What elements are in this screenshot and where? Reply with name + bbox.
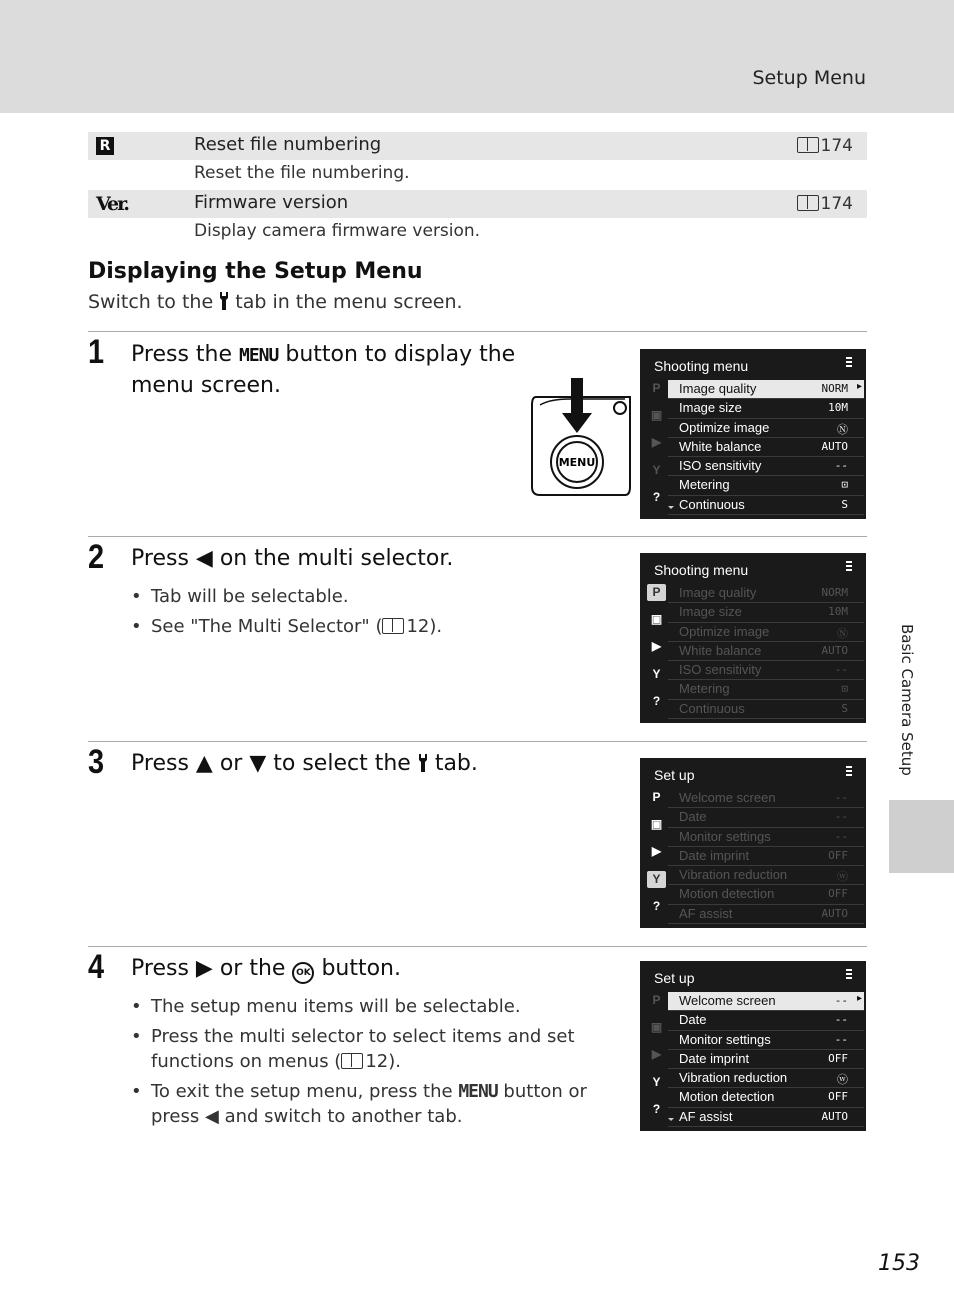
screen-tabs bbox=[647, 789, 666, 924]
side-chapter-label: Basic Camera Setup bbox=[898, 624, 916, 776]
tab-setup-icon: Y bbox=[647, 871, 666, 888]
bullet-item: • See "The Multi Selector" ( 12). bbox=[131, 614, 442, 639]
menu-button-icon: MENU bbox=[458, 1081, 498, 1102]
menu-item: Motion detection OFF bbox=[668, 885, 864, 904]
section-title: Displaying the Setup Menu bbox=[88, 259, 423, 284]
step-text: Press ▲ or ▼ to select the tab. bbox=[131, 751, 478, 776]
step-text: Press ▶ or the OK button. bbox=[131, 954, 401, 984]
bullet-item: • Tab will be selectable. bbox=[131, 584, 442, 609]
firmware-version-icon: Ver. bbox=[96, 193, 128, 215]
menu-item: AF assist AUTO bbox=[668, 905, 864, 924]
menu-item: Date imprint OFF bbox=[668, 1050, 864, 1069]
step-bullets bbox=[131, 584, 442, 644]
book-icon bbox=[382, 618, 404, 634]
menu-item: AF assist AUTO bbox=[668, 1108, 864, 1127]
book-icon bbox=[341, 1053, 363, 1069]
camera-screen-shooting-tabs bbox=[640, 553, 866, 723]
menu-item: ISO sensitivity -- bbox=[668, 661, 864, 680]
right-arrow-icon: ▶ bbox=[195, 956, 213, 981]
tab-playback-icon: ▶ bbox=[651, 435, 662, 449]
tab-movie-icon: ▣ bbox=[650, 408, 663, 422]
divider bbox=[88, 536, 867, 537]
section-subtitle: Switch to the tab in the menu screen. bbox=[88, 291, 463, 313]
scroll-indicator-icon bbox=[846, 766, 852, 778]
tab-setup-icon: Y bbox=[652, 1075, 661, 1089]
divider bbox=[88, 946, 867, 947]
bullet-item: • Press the multi selector to select items and set functions on menus ( 12). bbox=[131, 1024, 621, 1074]
screen-tabs bbox=[647, 380, 666, 515]
menu-item: Continuous S bbox=[668, 700, 864, 719]
menu-item: ISO sensitivity -- bbox=[668, 457, 864, 476]
scroll-down-icon bbox=[668, 1118, 674, 1121]
camera-screen-setup-menu bbox=[640, 961, 866, 1131]
ok-button-icon: OK bbox=[292, 962, 314, 984]
menu-item: Date -- bbox=[668, 808, 864, 827]
tab-shooting-icon: P bbox=[647, 584, 666, 601]
menu-button-icon: MENU bbox=[239, 345, 279, 366]
screen-title: Set up bbox=[654, 970, 695, 986]
menu-item: Motion detection OFF bbox=[668, 1088, 864, 1107]
reset-numbering-icon: R bbox=[96, 135, 114, 155]
divider bbox=[88, 331, 867, 332]
book-icon bbox=[797, 195, 819, 211]
menu-item: White balance AUTO bbox=[668, 642, 864, 661]
scroll-indicator-icon bbox=[846, 969, 852, 981]
bullet-item: • To exit the setup menu, press the MENU button or press ◀ and switch to another tab. bbox=[131, 1079, 621, 1129]
tab-playback-icon: ▶ bbox=[651, 844, 662, 858]
tab-shooting-icon: P bbox=[652, 381, 661, 395]
menu-item: Date imprint OFF bbox=[668, 847, 864, 866]
tab-shooting-icon: P bbox=[652, 993, 661, 1007]
menu-item: Image size 10M bbox=[668, 603, 864, 622]
tab-setup-icon: Y bbox=[652, 463, 661, 477]
wrench-icon bbox=[219, 292, 229, 310]
menu-item: Monitor settings -- bbox=[668, 828, 864, 847]
camera-screen-setup-tab bbox=[640, 758, 866, 928]
tab-playback-icon: ▶ bbox=[651, 639, 662, 653]
screen-tabs bbox=[647, 992, 666, 1127]
tab-setup-icon: Y bbox=[652, 667, 661, 681]
tab-help-icon: ? bbox=[652, 490, 661, 504]
option-row-firmware-version bbox=[88, 190, 867, 218]
step-number: 1 bbox=[88, 333, 105, 371]
option-row-reset-file-numbering bbox=[88, 132, 867, 160]
scroll-indicator-icon bbox=[846, 357, 852, 369]
menu-item: Optimize image Ⓝ bbox=[668, 419, 864, 438]
menu-item: Metering ⊡ bbox=[668, 476, 864, 495]
left-arrow-icon: ◀ bbox=[205, 1106, 219, 1127]
option-name: Firmware version bbox=[194, 192, 349, 213]
bullet-item: • The setup menu items will be selectable. bbox=[131, 994, 621, 1019]
tab-playback-icon: ▶ bbox=[651, 1047, 662, 1061]
camera-screen-shooting-menu bbox=[640, 349, 866, 519]
step-text: Press the MENU button to display the menu screen. bbox=[131, 342, 516, 398]
menu-item: Welcome screen -- ▸ bbox=[668, 992, 864, 1011]
scroll-down-icon bbox=[668, 506, 674, 509]
menu-item: Vibration reduction ⓦ bbox=[668, 866, 864, 885]
tab-movie-icon: ▣ bbox=[650, 1020, 663, 1034]
page-header-title: Setup Menu bbox=[752, 67, 866, 89]
menu-item: Welcome screen -- bbox=[668, 789, 864, 808]
book-icon bbox=[797, 137, 819, 153]
tab-movie-icon: ▣ bbox=[650, 817, 663, 831]
menu-item: Metering ⊡ bbox=[668, 680, 864, 699]
menu-item: Image quality NORM ▸ bbox=[668, 380, 864, 399]
step-bullets bbox=[131, 994, 621, 1134]
side-chapter-tab bbox=[889, 800, 954, 873]
screen-tabs bbox=[647, 584, 666, 719]
divider bbox=[88, 741, 867, 742]
tab-movie-icon: ▣ bbox=[650, 612, 663, 626]
step-number: 2 bbox=[88, 538, 105, 576]
scroll-indicator-icon bbox=[846, 561, 852, 573]
option-description: Display camera firmware version. bbox=[194, 221, 481, 241]
tab-help-icon: ? bbox=[652, 899, 661, 913]
page-reference: 174 bbox=[797, 136, 853, 156]
tab-shooting-icon: P bbox=[652, 790, 661, 804]
down-arrow-icon: ▼ bbox=[249, 751, 267, 776]
menu-item: Continuous S bbox=[668, 496, 864, 515]
step-number: 4 bbox=[88, 948, 105, 986]
menu-item: Image quality NORM bbox=[668, 584, 864, 603]
menu-item: Image size 10M bbox=[668, 399, 864, 418]
svg-text:MENU: MENU bbox=[558, 456, 596, 469]
left-arrow-icon: ◀ bbox=[195, 546, 213, 571]
tab-help-icon: ? bbox=[652, 1102, 661, 1116]
wrench-icon bbox=[418, 754, 428, 772]
options-table bbox=[88, 132, 867, 248]
tab-help-icon: ? bbox=[652, 694, 661, 708]
screen-title: Shooting menu bbox=[654, 358, 749, 374]
menu-item: Vibration reduction ⓦ bbox=[668, 1069, 864, 1088]
step-text: Press ◀ on the multi selector. bbox=[131, 546, 454, 571]
page-number: 153 bbox=[878, 1251, 920, 1276]
screen-title: Shooting menu bbox=[654, 562, 749, 578]
menu-item: White balance AUTO bbox=[668, 438, 864, 457]
header-band bbox=[0, 0, 954, 113]
page-reference: 174 bbox=[797, 194, 853, 214]
screen-title: Set up bbox=[654, 767, 695, 783]
option-description: Reset the file numbering. bbox=[194, 163, 410, 183]
option-name: Reset file numbering bbox=[194, 134, 382, 155]
step-number: 3 bbox=[88, 743, 105, 781]
camera-menu-button-illustration bbox=[530, 375, 632, 500]
menu-item: Optimize image Ⓝ bbox=[668, 623, 864, 642]
up-arrow-icon: ▲ bbox=[195, 751, 213, 776]
menu-item: Date -- bbox=[668, 1011, 864, 1030]
menu-item: Monitor settings -- bbox=[668, 1031, 864, 1050]
